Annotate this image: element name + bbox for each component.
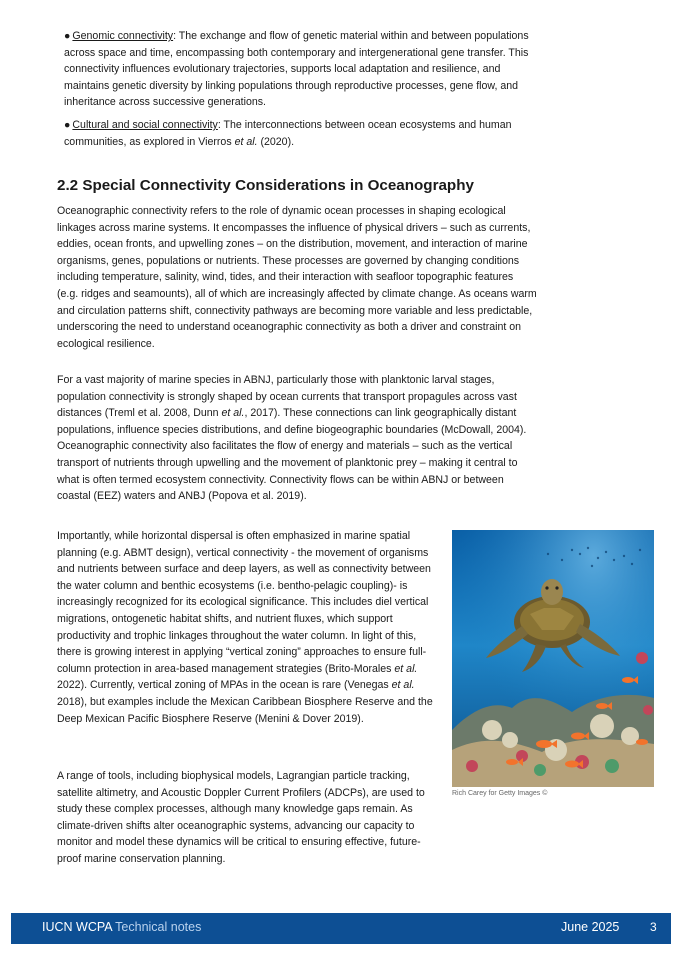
paragraph-population-connectivity: For a vast majority of marine species in ABNJ, particularly those with planktonic larval stages, population connectivity is strongly shaped by ocean currents that transport propagules across vast distances (Treml et al. 2008, Dunn et al., 2017). These connections can link geographically distant populations, influence species distributions, and define biogeographic boundaries (McDowall, 2004). Oceanographic connectivity also facilitates the flow of energy and materials – such as the vertical transport of nutrients through upwelling and the movement of planktonic prey – making it central to what is often termed ecosystem connectivity. Connectivity flows can be within ABNJ or between coastal (EEZ) waters and ANBJ (Popova et al. 2019). (57, 374, 527, 503)
footer-title (42, 920, 201, 934)
bullet-genomic-connectivity: ● Genomic connectivity: The exchange and flow of genetic material within and between populations across space and time, encompassing both contemporary and intergenerational gene transfer. This connectivity influences evolutionary trajectories, supports local adaptation and resilience, and maintains genetic diversity by linking populations through reproductive processes, gene flow, and inheritance across successive generations. (64, 30, 529, 109)
sea-turtle-photo (452, 530, 654, 787)
footer-bar (11, 913, 671, 944)
bullet-cultural-connectivity: ● Cultural and social connectivity: The interconnections between ocean ecosystems and human communities, as explored in Vierros et al. (2020). (64, 119, 512, 148)
et-al: et al. (221, 407, 245, 420)
et-al: et al. (394, 662, 418, 675)
bullet-text: : The interconnections between ocean ecosystems and human communities, as explored in Vierros (64, 119, 512, 148)
page-number: 3 (650, 920, 657, 934)
footer-series: Technical notes (115, 920, 202, 934)
bullet-term: Genomic connectivity (72, 30, 174, 42)
footer-date: June 2025 (561, 920, 620, 934)
paragraph-vertical-connectivity: Importantly, while horizontal dispersal is often emphasized in marine spatial planning (e.g. ABMT design), vertical connectivity - the movement of organisms and nutrients between surface and deep layers, as well as connectivity between the water column and benthic ecosystems (i.e. bentho-pelagic coupling)- is increasingly recognized for its ecological significance. This includes diel vertical migrations, ontogenetic habitat shifts, and nutrient fluxes, which support productivity and trophic linkages throughout the water column. In light of this, there is growing interest in applying “vertical zoning” approaches to ensure full-column protection in area-based management strategies (Brito-Morales et al. 2022). Currently, vertical zoning of MPAs in the ocean is rare (Venegas et al. 2018), but examples include the Mexican Caribbean Biosphere Reserve and the Deep Mexican Pacific Biosphere Reserve (Menini & Dover 2019). (57, 530, 433, 725)
section-heading: 2.2 Special Connectivity Considerations in Oceanography (57, 177, 474, 194)
footer-org: IUCN WCPA (42, 920, 112, 934)
bullet-term: Cultural and social connectivity (72, 119, 218, 131)
bullet-tail: (2020). (257, 135, 295, 148)
et-al: et al. (391, 679, 415, 692)
paragraph-oceanographic: Oceanographic connectivity refers to the role of dynamic ocean processes in shaping ecological linkages across marine systems. It encompasses the influence of physical drivers – such as currents, eddies, ocean fronts, and upwelling zones – on the distribution, movement, and interaction of marine organisms, genes, populations or nutrients. These processes are governed by changing conditions including temperature, salinity, wind, tides, and their interaction with seafloor topographic features (e.g. ridges and seamounts), all of which are increasingly affected by climate change. As oceans warm and circulation patterns shift, connectivity pathways are becoming more variable and less predictable, underscoring the need to understand oceanographic connectivity as both a driver and constraint on ecological resilience. (57, 205, 537, 350)
bullet-text: : The exchange and flow of genetic material within and between populations across space and time, encompassing both contemporary and intergenerational gene transfer. This connectivity influences evolutionary trajectories, supports local adaptation and resilience, and maintains genetic diversity by linking populations through reproductive processes, gene flow, and inheritance across successive generations. (64, 30, 529, 109)
paragraph-tools: A range of tools, including biophysical models, Lagrangian particle tracking, satellite altimetry, and Acoustic Doppler Current Profilers (ADCPs), are used to study these complex processes, although many knowledge gaps remain. As climate-driven shifts alter oceanographic systems, advancing our capacity to monitor and model these dynamics will be critical to ensuring effective, future-proof marine conservation planning. (57, 770, 425, 865)
et-al: et al. (234, 135, 258, 148)
photo-caption: Rich Carey for Getty Images © (452, 790, 548, 797)
